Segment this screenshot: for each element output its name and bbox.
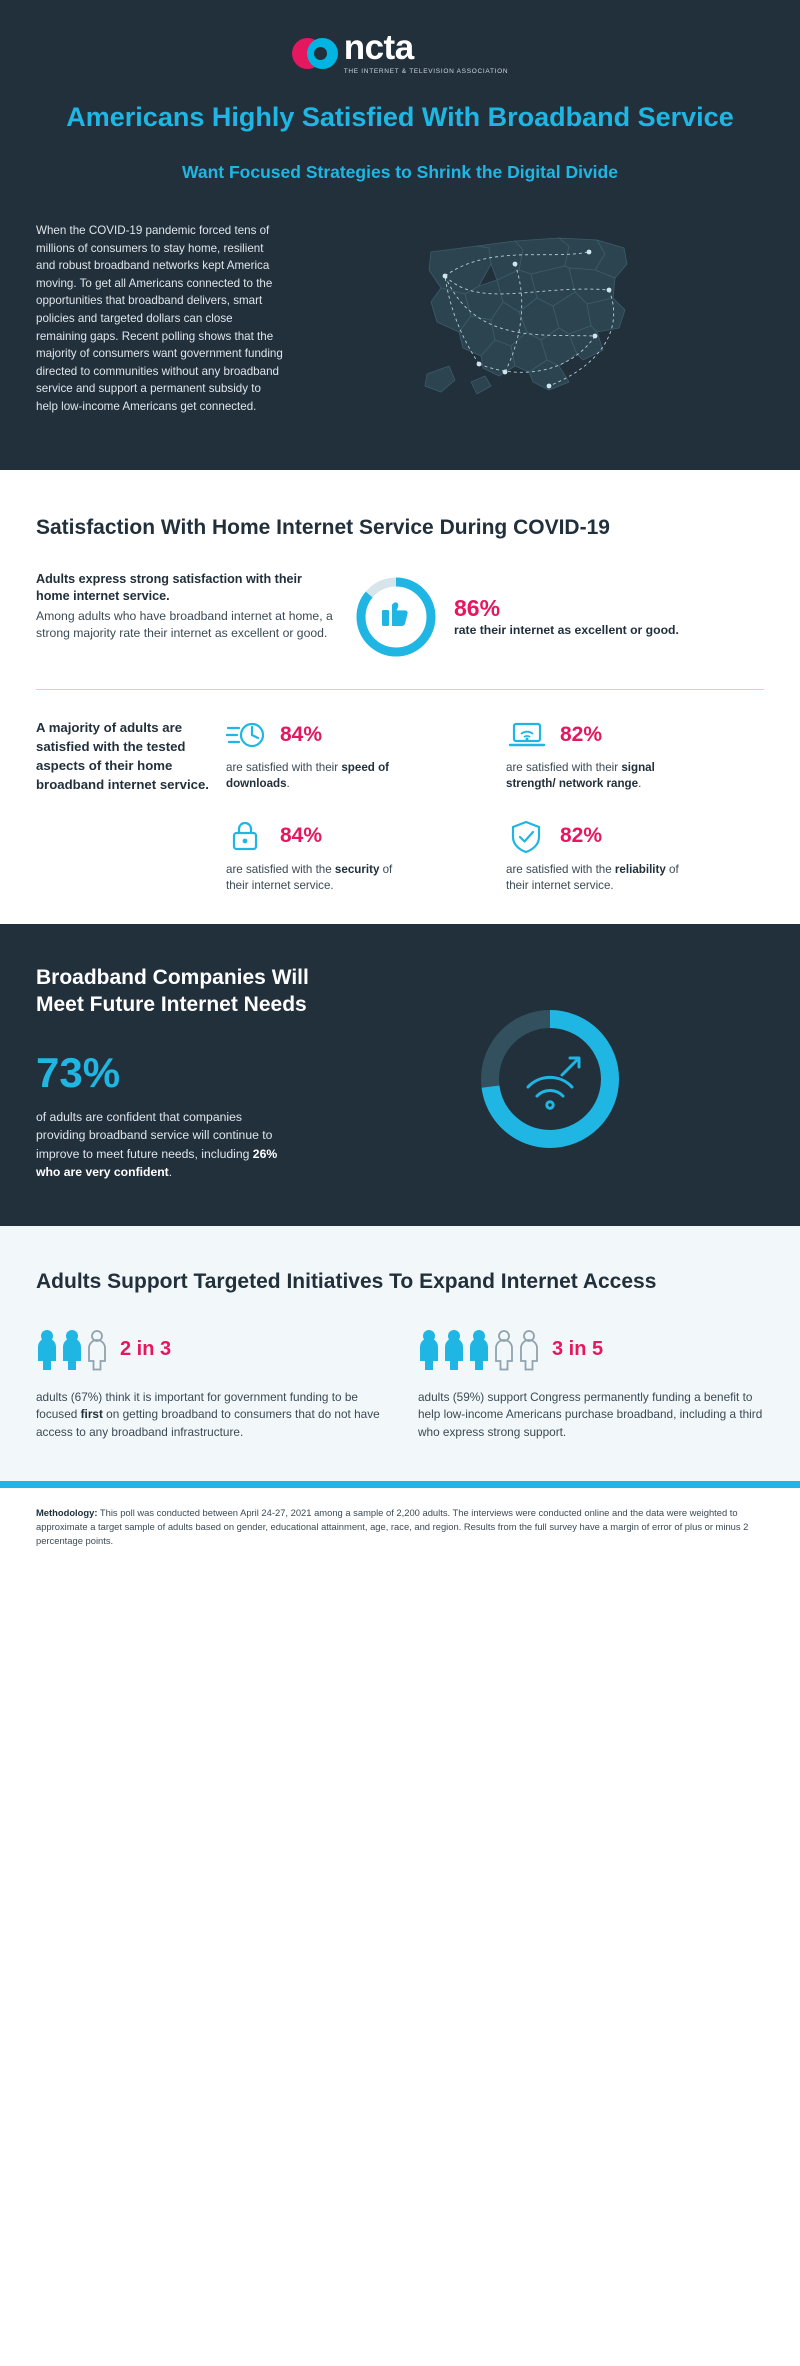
us-map-illustration xyxy=(304,218,764,416)
shield-check-icon xyxy=(506,818,548,854)
satisfaction-title: Satisfaction With Home Internet Service During COVID-19 xyxy=(36,515,610,539)
aspect-text: are satisfied with their signal strength/ network range. xyxy=(506,760,655,790)
person-filled-icon xyxy=(61,1329,83,1371)
hero-subtitle: Want Focused Strategies to Shrink the Digital Divide xyxy=(182,162,618,182)
person-outline-icon xyxy=(493,1329,515,1371)
section-divider xyxy=(36,689,764,690)
aspect-text: are satisfied with the security of their internet service. xyxy=(226,862,393,892)
methodology-text: Methodology: This poll was conducted between April 24-27, 2021 among a sample of 2,200 adults. The interviews were conducted online and the data were weighted to approximate a target sample of adults based on gender, educational attainment, age, race, and region. Results from the full survey have a margin of error of plus or minus 2 percentage points. xyxy=(36,1507,749,1547)
hero-title: Americans Highly Satisfied With Broadband Service xyxy=(66,102,734,132)
aspect-text: are satisfied with the reliability of their internet service. xyxy=(506,862,679,892)
accent-bar xyxy=(0,1481,800,1488)
future-needs-title: Broadband Companies Will Meet Future Internet Needs xyxy=(36,965,309,1016)
padlock-icon xyxy=(226,818,268,854)
initiative-text: adults (67%) think it is important for government funding to be focused first on getting broadband to consumers that do not have access to any broadband infrastructure. xyxy=(36,1389,380,1439)
initiative-ratio: 3 in 5 xyxy=(552,1338,604,1361)
person-filled-icon xyxy=(443,1329,465,1371)
hero-paragraph: When the COVID-19 pandemic forced tens of millions of consumers to stay home, resilient and robust broadband networks kept America moving. To get all Americans connected to the opportunities that broadband delivers, smart policies and targeted dollars can close remaining gaps. Recent polling shows that the majority of consumers want government funding directed to communities without any broadband service and support a permanent subsidy to help low-income Americans get connected. xyxy=(36,224,283,413)
aspects-lead: A majority of adults are satisfied with the tested aspects of their home broadband internet service. xyxy=(36,719,209,792)
person-filled-icon xyxy=(418,1329,440,1371)
ncta-logo-mark-icon xyxy=(292,35,336,73)
people-pictogram-3-in-5 xyxy=(418,1329,540,1371)
thumbs-up-icon xyxy=(382,602,408,626)
us-map-icon xyxy=(419,224,649,399)
wifi-growth-icon xyxy=(528,1058,579,1108)
aspect-value: 82% xyxy=(560,823,603,847)
aspect-text: are satisfied with their speed of downloads. xyxy=(226,760,390,790)
aspect-item xyxy=(506,818,764,894)
hero-section xyxy=(0,0,800,470)
initiatives-title: Adults Support Targeted Initiatives To Expand Internet Access xyxy=(36,1269,657,1293)
satisfaction-section xyxy=(0,470,800,924)
satisfaction-lead-regular: Among adults who have broadband internet at home, a strong majority rate their internet as excellent or good. xyxy=(36,608,333,641)
initiative-column xyxy=(418,1329,764,1442)
person-outline-icon xyxy=(518,1329,540,1371)
thumbs-up-donut-chart xyxy=(354,575,438,659)
initiative-text: adults (59%) support Congress permanently funding a benefit to help low-income Americans purchase broadband, including a third who express strong support. xyxy=(418,1389,763,1439)
person-outline-icon xyxy=(86,1329,108,1371)
initiative-column xyxy=(36,1329,382,1442)
future-needs-section xyxy=(0,924,800,1226)
people-pictogram-2-in-3 xyxy=(36,1329,108,1371)
initiative-ratio: 2 in 3 xyxy=(120,1338,172,1361)
aspect-item xyxy=(506,718,764,792)
person-filled-icon xyxy=(468,1329,490,1371)
aspect-item xyxy=(226,818,484,894)
logo-wordmark: ncta xyxy=(343,28,414,67)
laptop-wifi-icon xyxy=(506,718,548,752)
headline-stat-caption: rate their internet as excellent or good. xyxy=(454,622,679,637)
speedometer-icon xyxy=(226,718,268,752)
aspect-item xyxy=(226,718,484,792)
future-big-stat: 73% xyxy=(36,1048,121,1096)
methodology-footer xyxy=(0,1488,800,1574)
future-body: of adults are confident that companies providing broadband service will continue to improve to meet future needs, including 26% who are very confident. xyxy=(36,1109,278,1180)
headline-stat-value: 86% xyxy=(454,594,501,621)
aspect-value: 82% xyxy=(560,722,603,746)
person-filled-icon xyxy=(36,1329,58,1371)
satisfaction-lead-bold: Adults express strong satisfaction with their home internet service. xyxy=(36,571,302,604)
aspects-grid xyxy=(226,718,764,894)
aspect-value: 84% xyxy=(280,722,323,746)
future-donut-chart xyxy=(470,999,630,1164)
ncta-logo[interactable] xyxy=(0,26,800,101)
logo-tagline: THE INTERNET & TELEVISION ASSOCIATION xyxy=(343,68,509,75)
aspect-value: 84% xyxy=(280,823,323,847)
initiatives-section xyxy=(0,1226,800,1482)
